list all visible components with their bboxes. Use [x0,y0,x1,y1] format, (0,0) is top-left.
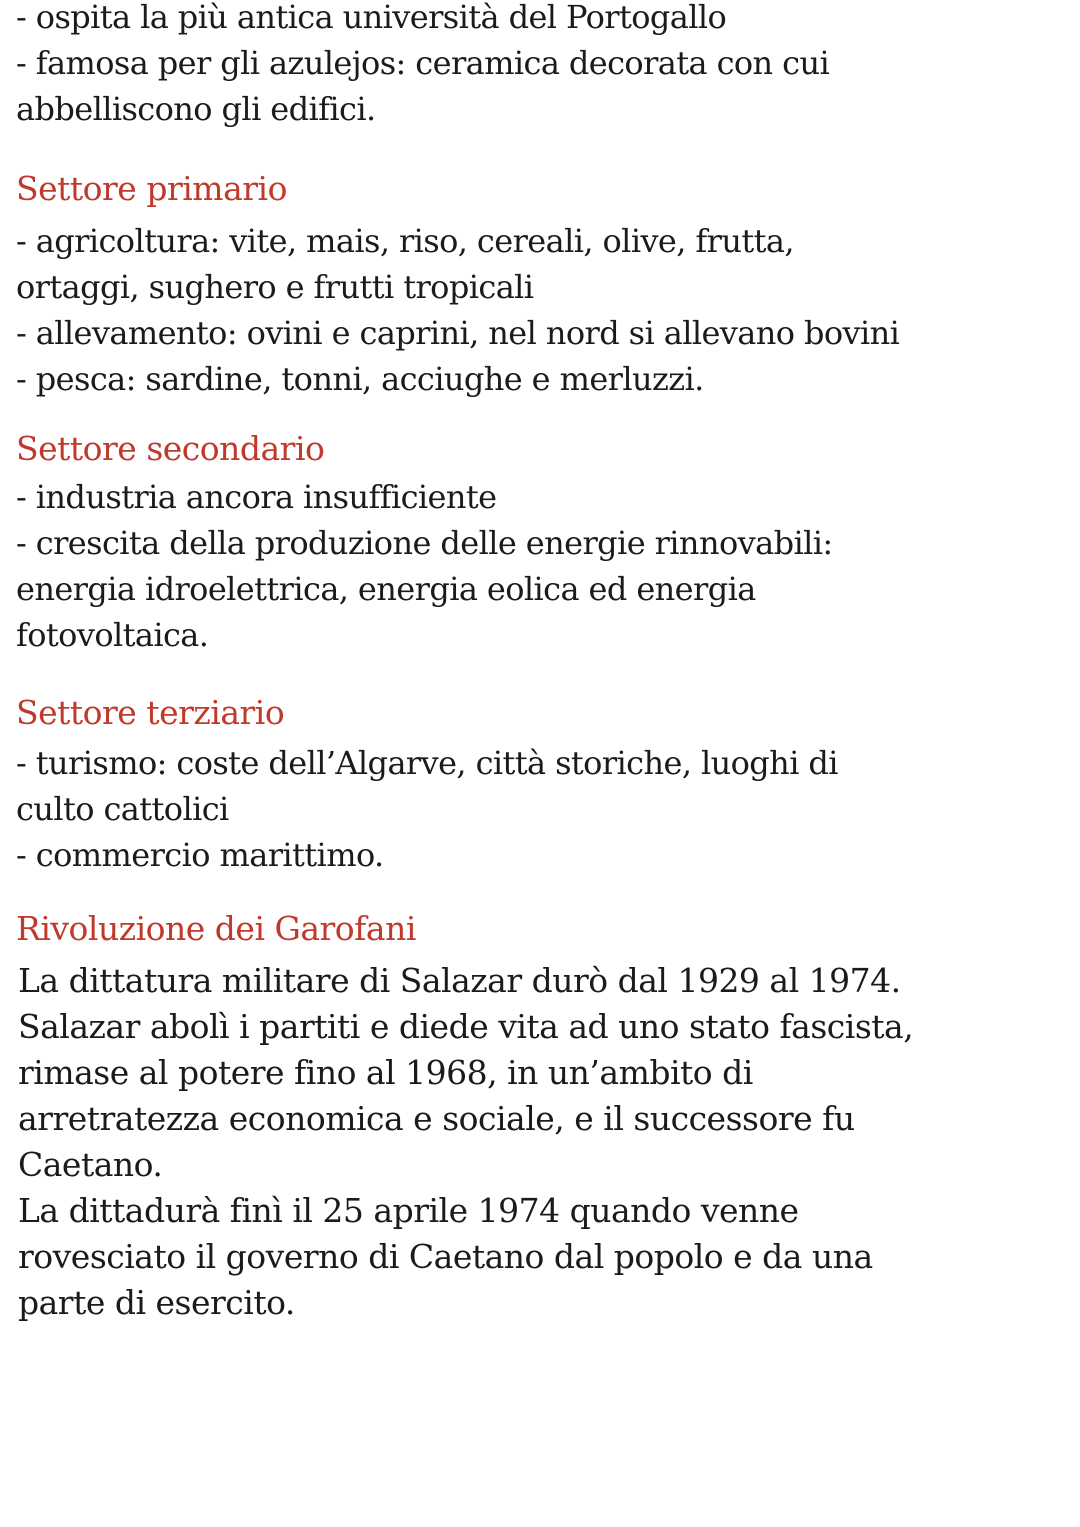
section-line: energia idroelettrica, energia eolica ed energia [16,570,756,608]
section-line: Caetano. [18,1145,163,1184]
section-line: - industria ancora insufficiente [16,478,497,516]
section-line: parte di esercito. [18,1283,295,1322]
section-line: Salazar abolì i partiti e diede vita ad uno stato fascista, [18,1007,914,1046]
intro-line: abbelliscono gli edifici. [16,90,376,128]
section-line: ortaggi, sughero e frutti tropicali [16,268,534,306]
section-line: - pesca: sardine, tonni, acciughe e merluzzi. [16,360,704,398]
section-line: La dittadurà finì il 25 aprile 1974 quando venne [18,1191,799,1230]
section-heading-rivoluzione: Rivoluzione dei Garofani [16,909,416,948]
section-line: rovesciato il governo di Caetano dal popolo e da una [18,1237,873,1276]
intro-line: - ospita la più antica università del Portogallo [16,0,727,36]
section-heading-primario: Settore primario [16,169,287,208]
section-heading-secondario: Settore secondario [16,429,325,468]
section-line: - turismo: coste dell’Algarve, città storiche, luoghi di [16,744,838,782]
intro-line: - famosa per gli azulejos: ceramica decorata con cui [16,44,830,82]
section-line: rimase al potere fino al 1968, in un’ambito di [18,1053,753,1092]
section-line: - allevamento: ovini e caprini, nel nord si allevano bovini [16,314,900,352]
section-line: fotovoltaica. [16,616,209,654]
section-line: arretratezza economica e sociale, e il successore fu [18,1099,855,1138]
section-line: La dittatura militare di Salazar durò dal 1929 al 1974. [18,961,901,1000]
section-line: - agricoltura: vite, mais, riso, cereali, olive, frutta, [16,222,794,260]
section-line: - commercio marittimo. [16,836,384,874]
section-line: culto cattolici [16,790,229,828]
section-heading-terziario: Settore terziario [16,693,285,732]
section-line: - crescita della produzione delle energie rinnovabili: [16,524,833,562]
